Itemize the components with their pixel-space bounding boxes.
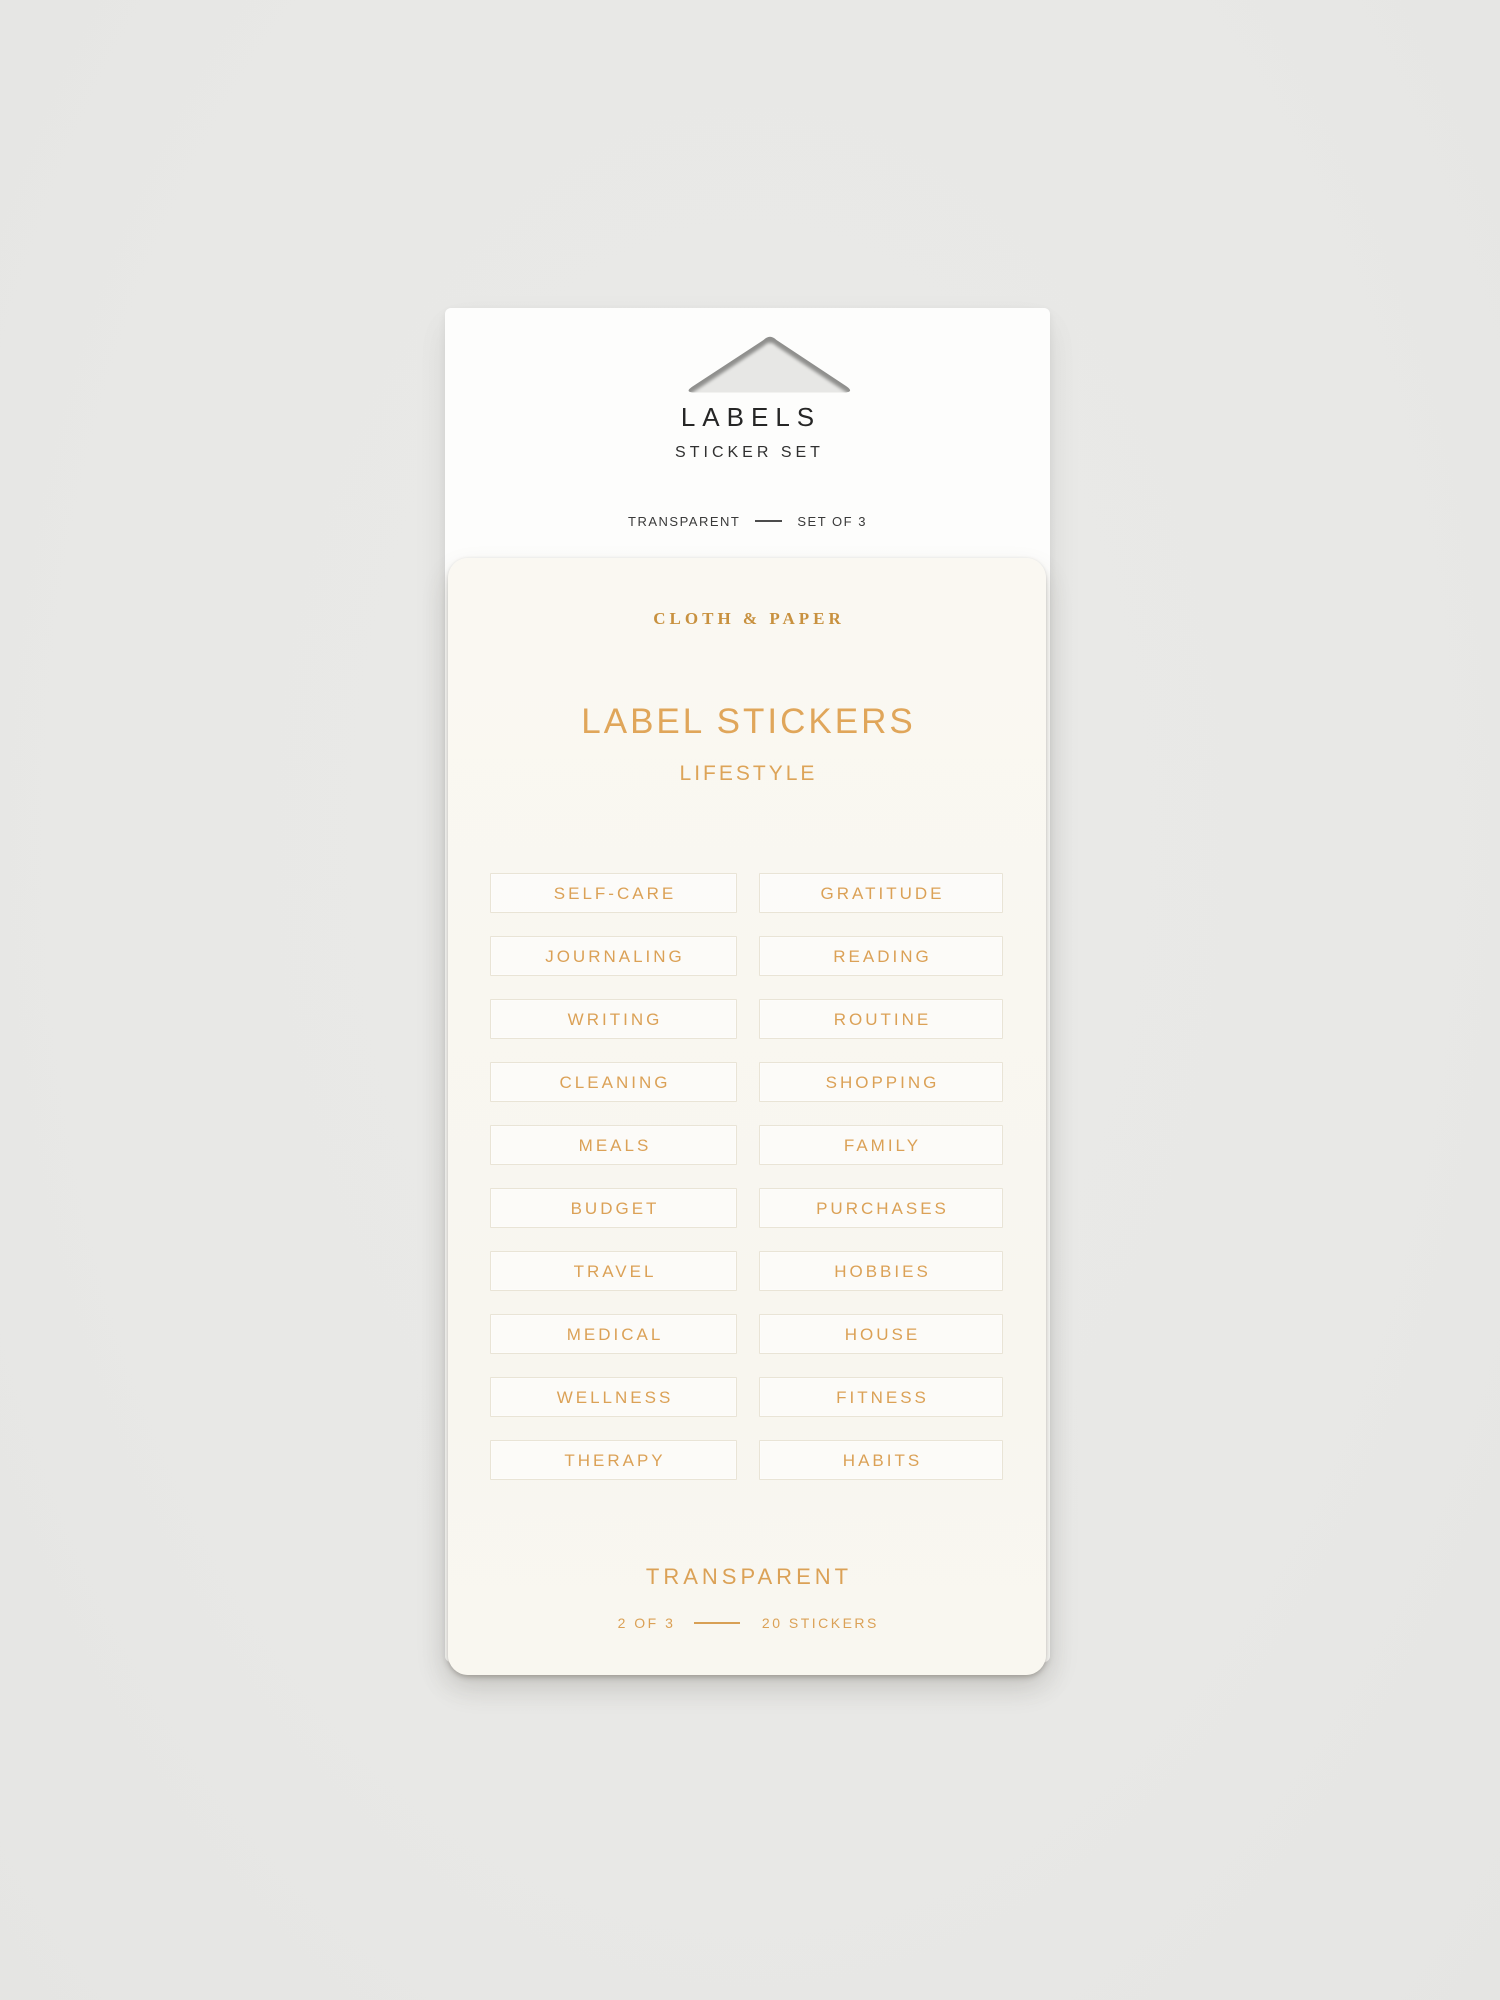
sticker-label: JOURNALING <box>490 936 737 976</box>
brand-name: CLOTH & PAPER <box>653 609 845 628</box>
sticker-label: THERAPY <box>490 1440 737 1480</box>
sticker-label: PURCHASES <box>759 1188 1003 1228</box>
sticker-label: GRATITUDE <box>759 873 1003 913</box>
sticker-label: MEDICAL <box>490 1314 737 1354</box>
sheet-number: 2 OF 3 <box>617 1615 676 1631</box>
hang-hole-cutout <box>640 318 855 413</box>
sticker-label: ROUTINE <box>759 999 1003 1039</box>
package-meta-row <box>445 512 1050 530</box>
sticker-label: HOUSE <box>759 1314 1003 1354</box>
sticker-sheet <box>448 558 1046 1675</box>
package-title: LABELS <box>680 402 822 432</box>
sheet-footer-row <box>448 1615 1046 1631</box>
sticker-label: MEALS <box>490 1125 737 1165</box>
sticker-label: FAMILY <box>759 1125 1003 1165</box>
sheet-title: LABEL STICKERS <box>581 702 916 741</box>
separator-line <box>694 1622 740 1624</box>
sticker-label: READING <box>759 936 1003 976</box>
package-subtitle: STICKER SET <box>675 444 824 461</box>
sticker-label: WRITING <box>490 999 737 1039</box>
separator-line <box>755 520 782 522</box>
sticker-label: BUDGET <box>490 1188 737 1228</box>
sticker-label: SELF-CARE <box>490 873 737 913</box>
sticker-count: 20 STICKERS <box>761 1615 879 1631</box>
sheet-finish-label: TRANSPARENT <box>645 1564 853 1589</box>
sticker-label: WELLNESS <box>490 1377 737 1417</box>
sticker-label: HABITS <box>759 1440 1003 1480</box>
sticker-label: TRAVEL <box>490 1251 737 1291</box>
package-finish-label: TRANSPARENT <box>628 513 741 529</box>
sticker-label: SHOPPING <box>759 1062 1003 1102</box>
sticker-label: HOBBIES <box>759 1251 1003 1291</box>
sheet-category: LIFESTYLE <box>679 762 818 785</box>
sticker-grid <box>490 873 1003 1480</box>
sticker-label: CLEANING <box>490 1062 737 1102</box>
package-set-info: SET OF 3 <box>797 513 867 529</box>
sticker-label: FITNESS <box>759 1377 1003 1417</box>
